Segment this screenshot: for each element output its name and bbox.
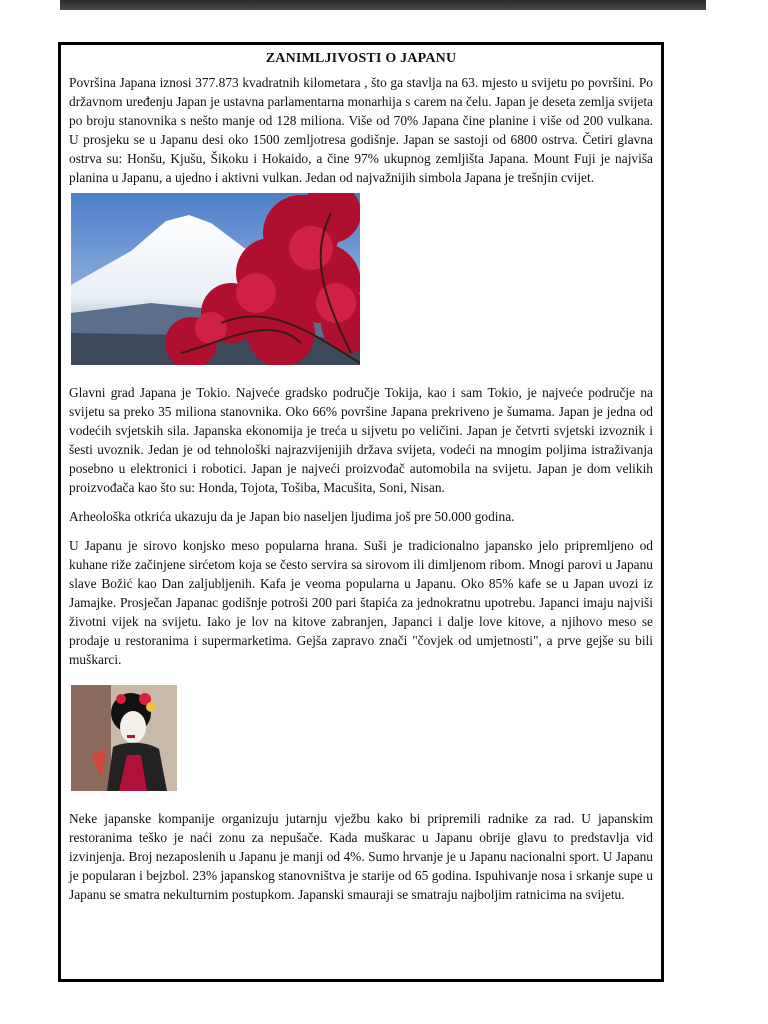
paragraph-culture-facts: U Japanu je sirovo konjsko meso popularna hrana. Suši je tradicionalno japansko jelo pripremljeno od kuhane riže začinjene sirćetom koja se često servira sa sirovom ili dimljenom ribom. Mnogi parovi u Japanu slave Božić kao Dan zaljubljenih. Kafa je veoma popularna u Japanu. Oko 85% kafe se u Japan uvozi iz Jamajke. Prosječan Japanac godišnje potroši 200 pari štapića za jednokratnu upotrebu. Japanci imaju najviši životni vijek na svijetu. Iako je lov na kitove zabranjen, Japanci i dalje love kitove, a njihovo meso se prodaje u restoranima i supermarketima. Gejša zapravo znači "čovjek od umjetnosti", a prve gejše su bili muškarci. bbox=[69, 538, 653, 667]
paragraph-society-facts: Neke japanske kompanije organizuju jutarnju vježbu kako bi pripremili radnike za rad. U japanskim restoranima teško je naći zonu za nepušače. Kada muškarac u Japanu obrije glavu to predstavlja vid izvinjenja. Broj nezaposlenih u Japanu je manji od 4%. Sumo hrvanje je u Japanu nacionalni sport. U Japanu je popularan i bejzbol. 23% japanskog stanovništva je starije od 65 godina. Ispuhivanje nosa i srkanje supe u Japanu se smatra nekulturnim postupkom. Japanski smauraji se smatraju najboljim ratnicima na svijetu. bbox=[69, 811, 653, 902]
paragraph-economy-facts: Glavni grad Japana je Tokio. Najveće gradsko područje Tokija, kao i sam Tokio, je najveće područje na svijetu sa preko 35 miliona stanovnika. Oko 66% površine Japana prekriveno je šumama. Japan je jedna od vodećih svjetskih sila. Japanska ekonomija je treća u sijvetu po veličini. Japan je četvrti svjetski izvoznik i šesti uvoznik. Jedan je od tehnološki najrazvijenijih država svijeta, vodeći na mnogim poljima istraživanja posebno u elektronici i robotici. Japan je najveći proizvođač automobila na svijetu. Japan je dom velikih proizvođača kao što su: Honda, Tojota, Tošiba, Macušita, Soni, Nisan. bbox=[69, 385, 653, 495]
paragraph-area-facts: Površina Japana iznosi 377.873 kvadratnih kilometara , što ga stavlja na 63. mjesto u svijetu po površini. Po državnom uređenju Japan je ustavna parlamentarna monarhija s carem na čelu. Japan je deseta zemlja svijeta po broju stanovnika s nešto manje od 128 miliona. Više od 70% Japana čine planine i više od 200 vulkana. U prosjeku se u Japanu desi oko 1500 zemljotresa godišnje. Japan se sastoji od 6800 ostrva. Četiri glavna ostrva su: Honšu, Kjušu, Šikoku i Hokaido, a čine 97% ukupnog zemljišta Japana. Mount Fuji je najviša planina u Japanu, a ujedno i aktivni vulkan. Jedan od najvažnijih simbola Japana je trešnjin cvijet. bbox=[69, 75, 653, 185]
geisha-image bbox=[71, 685, 177, 791]
document-title: ZANIMLJIVOSTI O JAPANU bbox=[265, 51, 457, 66]
paragraph-archaeology: Arheološka otkrića ukazuju da je Japan bio naseljen ljudima još pre 50.000 godina. bbox=[69, 509, 515, 524]
window-top-bar bbox=[60, 0, 706, 10]
document-page bbox=[58, 42, 664, 982]
mount-fuji-cherry-blossom-image bbox=[71, 193, 360, 365]
